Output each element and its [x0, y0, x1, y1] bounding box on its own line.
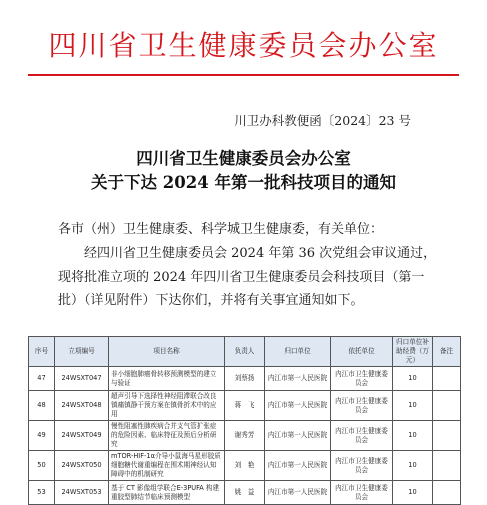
- cell-host-unit: 内江市卫生健康委员会: [331, 367, 393, 391]
- cell-host-unit: 内江市卫生健康委员会: [331, 451, 393, 481]
- table-row: [29, 481, 461, 505]
- cell-project-id: 24WSXT048: [55, 391, 109, 421]
- cell-responsible-unit: 内江市第一人民医院: [265, 421, 331, 451]
- project-table-container: [28, 336, 460, 505]
- col-header-host-unit: 依托单位: [331, 337, 393, 367]
- red-divider-line: [28, 74, 459, 76]
- cell-funding: 10: [393, 451, 433, 481]
- cell-responsible-unit: 内江市第一人民医院: [265, 391, 331, 421]
- cell-project-id: 24WSXT047: [55, 367, 109, 391]
- cell-responsible-unit: 内江市第一人民医院: [265, 367, 331, 391]
- cell-index: 47: [29, 367, 55, 391]
- cell-responsible-unit: 内江市第一人民医院: [265, 481, 331, 505]
- cell-project-name: mTOR-HIF-1α介导小鼠海马星形胶质细胞糖代谢重编程在围术期神经认知障碍中的机制研究: [109, 451, 225, 481]
- salutation: 各市（州）卫生健康委、科学城卫生健康委，有关单位：: [58, 222, 384, 237]
- project-table: [28, 336, 461, 505]
- cell-leader: 刘蔡扬: [225, 367, 265, 391]
- table-row: [29, 421, 461, 451]
- cell-host-unit: 内江市卫生健康委员会: [331, 481, 393, 505]
- col-header-project-id: 立项编号: [55, 337, 109, 367]
- body-paragraph: 经四川省卫生健康委员会 2024 年第 36 次党组会审议通过，现将批准立项的 2024 年四川省卫生健康委员会科技项目（第一批）（详见附件）下达你们，并将有关事宜通知如下。: [58, 246, 437, 308]
- col-header-leader: 负责人: [225, 337, 265, 367]
- cell-index: 53: [29, 481, 55, 505]
- cell-funding: 10: [393, 391, 433, 421]
- cell-host-unit: 内江市卫生健康委员会: [331, 421, 393, 451]
- document-title-line-1: 四川省卫生健康委员会办公室: [136, 149, 351, 168]
- table-header-row: [29, 337, 461, 367]
- cell-remarks: [433, 451, 461, 481]
- cell-remarks: [433, 421, 461, 451]
- cell-leader: 姚 益: [225, 481, 265, 505]
- issuing-organization-header: 四川省卫生健康委员会办公室: [48, 29, 439, 62]
- cell-remarks: [433, 367, 461, 391]
- cell-project-id: 24WSXT050: [55, 451, 109, 481]
- col-header-project-name: 项目名称: [109, 337, 225, 367]
- cell-project-name: 超声引导下选择性神经阻滞联合改良镇痛镇静干预方案在镇骨折术中的应用: [109, 391, 225, 421]
- cell-leader: 谢秀芳: [225, 421, 265, 451]
- cell-funding: 10: [393, 421, 433, 451]
- col-header-funding: 归口单位补助经费（万元）: [393, 337, 433, 367]
- cell-remarks: [433, 391, 461, 421]
- cell-leader: 刘 艳: [225, 451, 265, 481]
- cell-responsible-unit: 内江市第一人民医院: [265, 451, 331, 481]
- table-row: [29, 391, 461, 421]
- cell-leader: 蒋 飞: [225, 391, 265, 421]
- col-header-index: 序号: [29, 337, 55, 367]
- cell-project-name: 慢性阻塞性肺疾病合并支气管扩张症的危险因素、临床特征及预后分析研究: [109, 421, 225, 451]
- cell-index: 48: [29, 391, 55, 421]
- col-header-responsible-unit: 归口单位: [265, 337, 331, 367]
- document-number: 川卫办科教便函〔2024〕23 号: [234, 113, 411, 128]
- cell-project-name: 非小细胞肺癌骨转移预测模型的建立与验证: [109, 367, 225, 391]
- cell-project-id: 24WSXT049: [55, 421, 109, 451]
- cell-index: 50: [29, 451, 55, 481]
- document-title-line-2: 关于下达 2024 年第一批科技项目的通知: [91, 173, 396, 192]
- cell-project-id: 24WSXT053: [55, 481, 109, 505]
- col-header-remarks: 备注: [433, 337, 461, 367]
- cell-project-name: 基于 CT 影像组学联合E-3PUFA 构建重胶型肺结节临床预测模型: [109, 481, 225, 505]
- cell-host-unit: 内江市卫生健康委员会: [331, 391, 393, 421]
- table-row: [29, 451, 461, 481]
- cell-index: 49: [29, 421, 55, 451]
- cell-remarks: [433, 481, 461, 505]
- cell-funding: 10: [393, 481, 433, 505]
- cell-funding: 10: [393, 367, 433, 391]
- table-row: [29, 367, 461, 391]
